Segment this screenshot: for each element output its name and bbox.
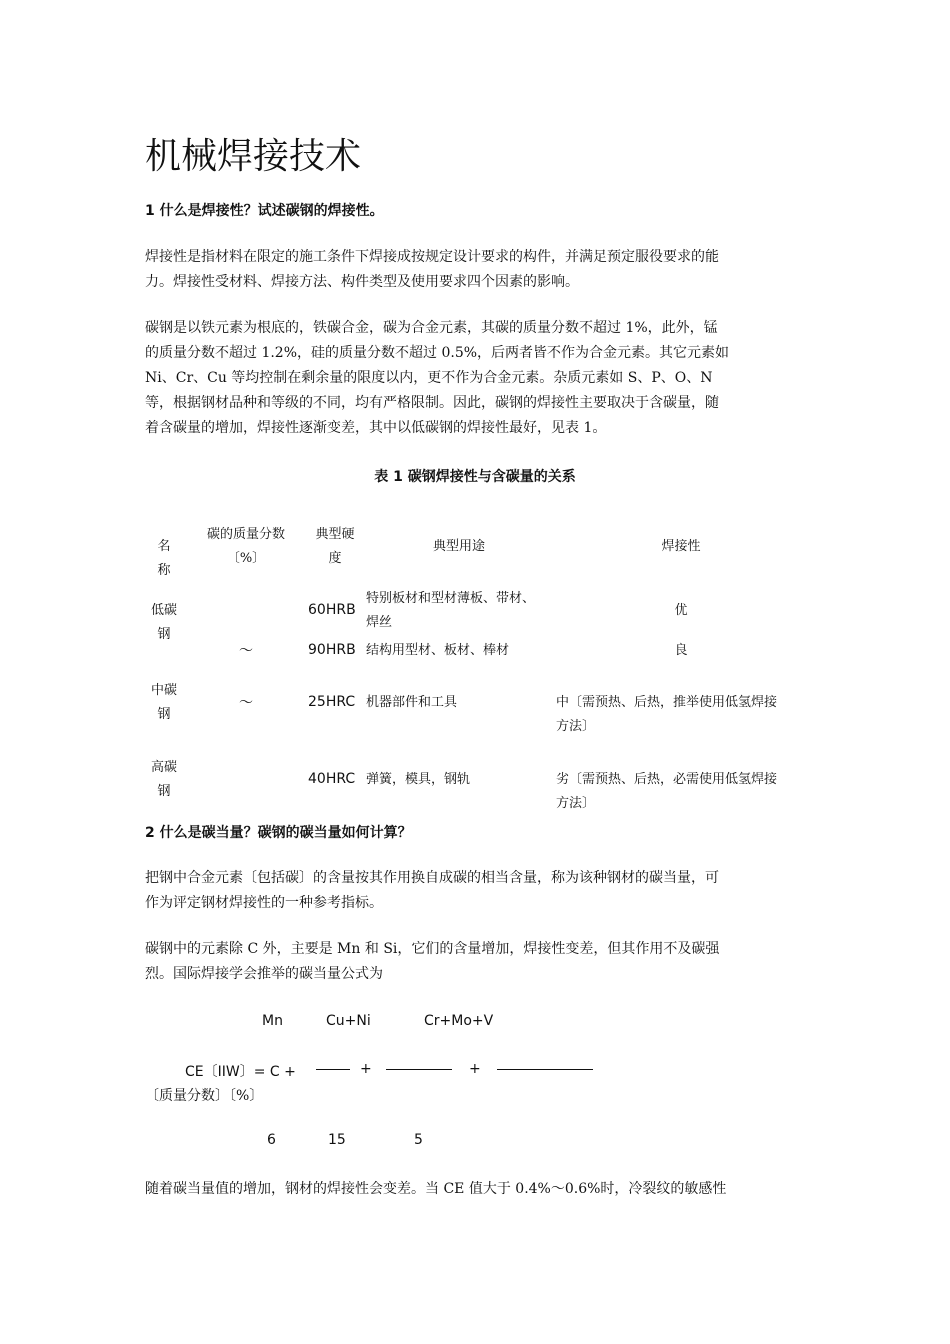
row-high-carbon-name: 高碳 钢 bbox=[150, 760, 177, 799]
text-line: 等，根据钢材品种和等级的不同，均有严格限制。因此，碳钢的焊接性主要取决于含碳量，随 bbox=[145, 395, 719, 411]
text-line: 作为评定钢材焊接性的一种参考指标。 bbox=[145, 895, 383, 911]
text-line: 碳钢中的元素除 C 外，主要是 Mn 和 Si，它们的含量增加，焊接性变差，但其作用不及碳强 bbox=[145, 941, 720, 957]
text-line: 力。焊接性受材料、焊接方法、构件类型及使用要求四个因素的影响。 bbox=[145, 274, 579, 290]
row-medium-carbon-carbon: ～ bbox=[239, 695, 253, 711]
formula-plus-1: + bbox=[360, 1061, 372, 1077]
text-line: Ni、Cr、Cu 等均控制在剩余量的限度以内，更不作为合金元素。杂质元素如 S、P、O、N bbox=[145, 370, 713, 386]
page-title: 机械焊接技术 bbox=[145, 136, 362, 177]
text-line: 着含碳量的增加，焊接性逐渐变差，其中以低碳钢的焊接性最好，见表 1。 bbox=[145, 420, 607, 436]
row-low-carbon-carbon: ～ bbox=[239, 643, 253, 659]
row-low-carbon-hardness-b: 90HRB bbox=[308, 642, 356, 658]
section-2-paragraph-3: 随着碳当量值的增加，钢材的焊接性会变差。当 CE 值大于 0.4%～0.6%时，冷裂纹的敏感性 bbox=[145, 1181, 727, 1197]
row-medium-carbon-use: 机器部件和工具 bbox=[366, 695, 458, 710]
text-line: 烈。国际焊接学会推举的碳当量公式为 bbox=[145, 966, 383, 982]
header-hardness: 典型硬 度 bbox=[315, 527, 355, 566]
row-low-carbon-use-a: 特别板材和型材薄板、带材、 焊丝 bbox=[366, 591, 536, 630]
text-line: 的质量分数不超过 1.2%，硅的质量分数不超过 0.5%，后两者皆不作为合金元素。其它元素如 bbox=[145, 345, 730, 361]
row-low-carbon-weld-b: 良 bbox=[674, 643, 688, 658]
formula-unit: 〔质量分数〕〔%〕 bbox=[145, 1088, 264, 1104]
fraction-bar bbox=[316, 1069, 350, 1070]
formula-numerator-mn: Mn bbox=[262, 1013, 283, 1029]
row-low-carbon-name: 低碳 钢 bbox=[150, 603, 177, 642]
formula-denominator-15: 15 bbox=[328, 1132, 346, 1148]
row-high-carbon-weld: 劣〔需预热、后热，必需使用低氢焊接 方法〕 bbox=[556, 772, 778, 811]
section-2-heading: 2 什么是碳当量？碳钢的碳当量如何计算？ bbox=[145, 825, 412, 841]
formula-numerator-cr-mo-v: Cr+Mo+V bbox=[424, 1013, 494, 1029]
header-name: 名 称 bbox=[157, 539, 171, 578]
section-1-heading: 1 什么是焊接性？试述碳钢的焊接性。 bbox=[145, 203, 384, 219]
header-use: 典型用途 bbox=[432, 539, 485, 554]
formula-denominator-6: 6 bbox=[267, 1132, 276, 1148]
row-high-carbon-use: 弹簧，模具，钢轨 bbox=[366, 772, 471, 787]
section-2-paragraph-1 bbox=[145, 866, 810, 916]
header-carbon: 碳的质量分数 〔%〕 bbox=[206, 527, 285, 566]
row-low-carbon-use-b: 结构用型材、板材、棒材 bbox=[366, 643, 510, 658]
formula-numerator-cu-ni: Cu+Ni bbox=[326, 1013, 371, 1029]
row-low-carbon-hardness-a: 60HRB bbox=[308, 602, 356, 618]
formula-denominator-5: 5 bbox=[414, 1132, 423, 1148]
text-line: 碳钢是以铁元素为根底的，铁碳合金，碳为合金元素，其碳的质量分数不超过 1%，此外，锰 bbox=[145, 320, 718, 336]
row-medium-carbon-weld: 中〔需预热、后热，推举使用低氢焊接 方法〕 bbox=[556, 695, 778, 734]
text-line: 焊接性是指材料在限定的施工条件下焊接成按规定设计要求的构件，并满足预定服役要求的能 bbox=[145, 249, 719, 265]
row-medium-carbon-name: 中碳 钢 bbox=[150, 683, 177, 722]
fraction-bar bbox=[497, 1069, 593, 1070]
row-low-carbon-weld-a: 优 bbox=[674, 603, 688, 618]
row-high-carbon-hardness: 40HRC bbox=[308, 771, 356, 787]
header-weldability: 焊接性 bbox=[661, 539, 701, 554]
text-line: 把钢中合金元素〔包括碳〕的含量按其作用换自成碳的相当含量，称为该种钢材的碳当量，可 bbox=[145, 870, 719, 886]
row-medium-carbon-hardness: 25HRC bbox=[308, 694, 356, 710]
section-1-paragraph-1 bbox=[145, 245, 810, 295]
table-caption: 表 1 碳钢焊接性与含碳量的关系 bbox=[374, 469, 576, 485]
fraction-bar bbox=[386, 1069, 452, 1070]
section-1-paragraph-2 bbox=[145, 316, 810, 441]
formula-plus-2: + bbox=[469, 1061, 481, 1077]
section-2-paragraph-2 bbox=[145, 937, 810, 987]
formula-lhs: CE〔IIW〕= C + bbox=[185, 1064, 296, 1080]
